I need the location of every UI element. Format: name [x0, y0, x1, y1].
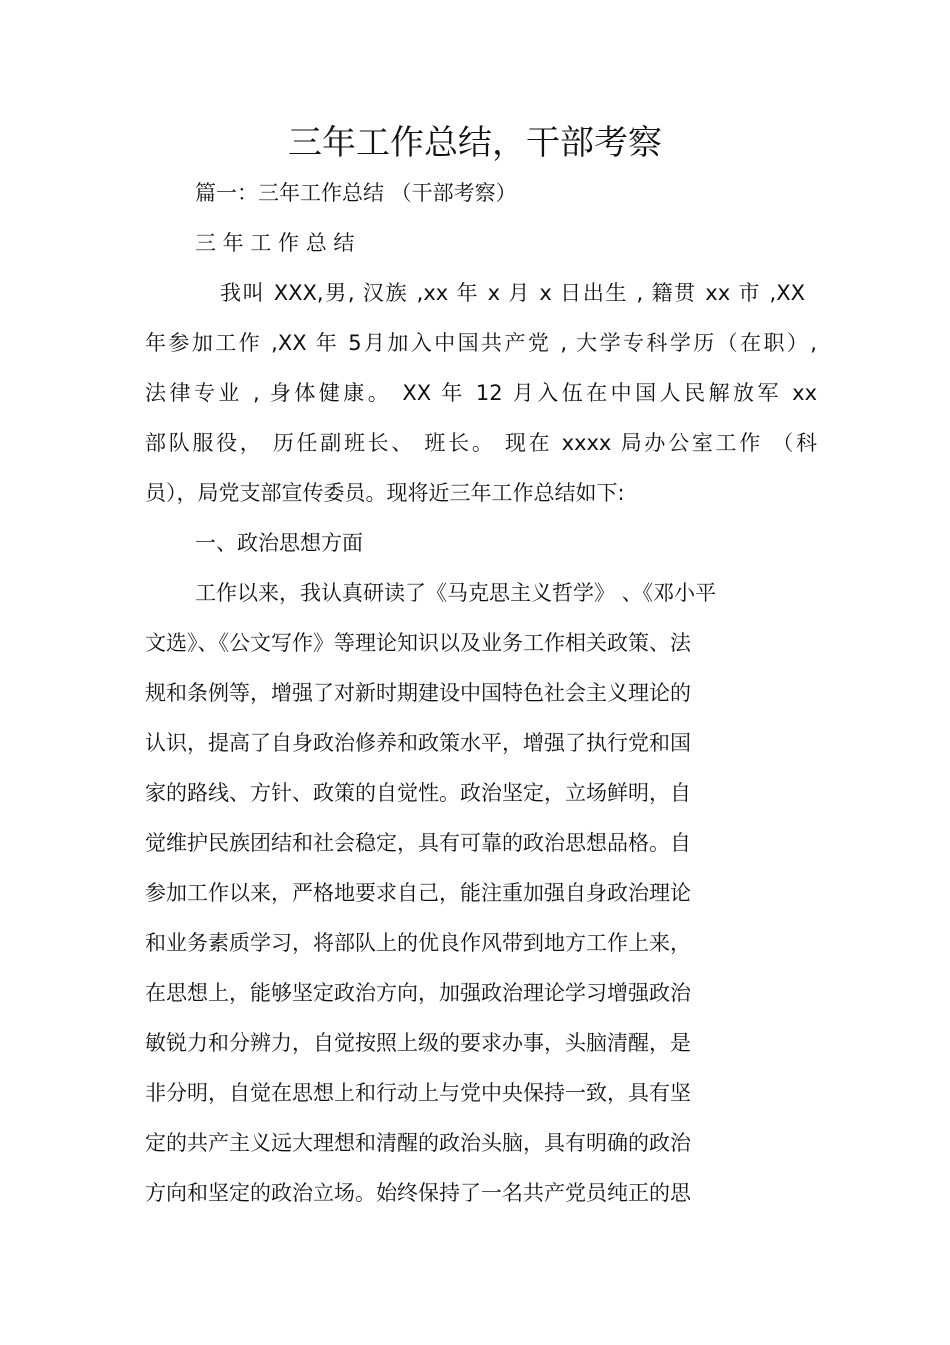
- section1-heading: 一、政治思想方面: [195, 531, 363, 555]
- body-line: 觉维护民族团结和社会稳定，具有可靠的政治思想品格。自: [145, 831, 691, 855]
- body-line: 非分明，自觉在思想上和行动上与党中央保持一致，具有坚: [145, 1081, 691, 1105]
- body-line: 文选》、《公文写作》等理论知识以及业务工作相关政策、法: [145, 631, 691, 655]
- body-line: 家的路线、方针、政策的自觉性。政治坚定，立场鲜明，自: [145, 781, 691, 805]
- body-line: 在思想上，能够坚定政治方向，加强政治理论学习增强政治: [145, 981, 691, 1005]
- body-line: 敏锐力和分辨力，自觉按照上级的要求办事，头脑清醒，是: [145, 1031, 691, 1055]
- body-line: 规和条例等，增强了对新时期建设中国特色社会主义理论的: [145, 681, 691, 705]
- body-line: 工作以来，我认真研读了《马克思主义哲学》 、《邓小平: [195, 581, 717, 605]
- intro-line: 部队服役， 历任副班长、 班长。 现在 xxxx 局办公室工作 （科: [145, 431, 817, 455]
- document-subtitle: 篇一：三年工作总结 （干部考察）: [195, 181, 517, 205]
- intro-line: 员），局党支部宣传委员。现将近三年工作总结如下:: [145, 481, 625, 505]
- intro-line: 年参加工作 ,XX 年 5月加入中国共产党 , 大学专科学历（在职）,: [145, 331, 817, 355]
- intro-line: 法律专业 , 身体健康。 XX 年 12 月入伍在中国人民解放军 xx: [145, 381, 818, 405]
- section-heading: 三 年 工 作 总 结: [195, 231, 355, 255]
- body-line: 和业务素质学习，将部队上的优良作风带到地方工作上来，: [145, 931, 691, 955]
- body-line: 认识，提高了自身政治修养和政策水平，增强了执行党和国: [145, 731, 691, 755]
- body-line: 参加工作以来，严格地要求自己，能注重加强自身政治理论: [145, 881, 691, 905]
- body-line: 定的共产主义远大理想和清醒的政治头脑，具有明确的政治: [145, 1131, 691, 1155]
- document-title: 三年工作总结，干部考察: [288, 123, 662, 163]
- body-line: 方向和坚定的政治立场。始终保持了一名共产党员纯正的思: [145, 1181, 691, 1205]
- intro-line: 我叫 XXX,男, 汉族 ,xx 年 x 月 x 日出生 , 籍贯 xx 市 ,XX: [220, 281, 805, 305]
